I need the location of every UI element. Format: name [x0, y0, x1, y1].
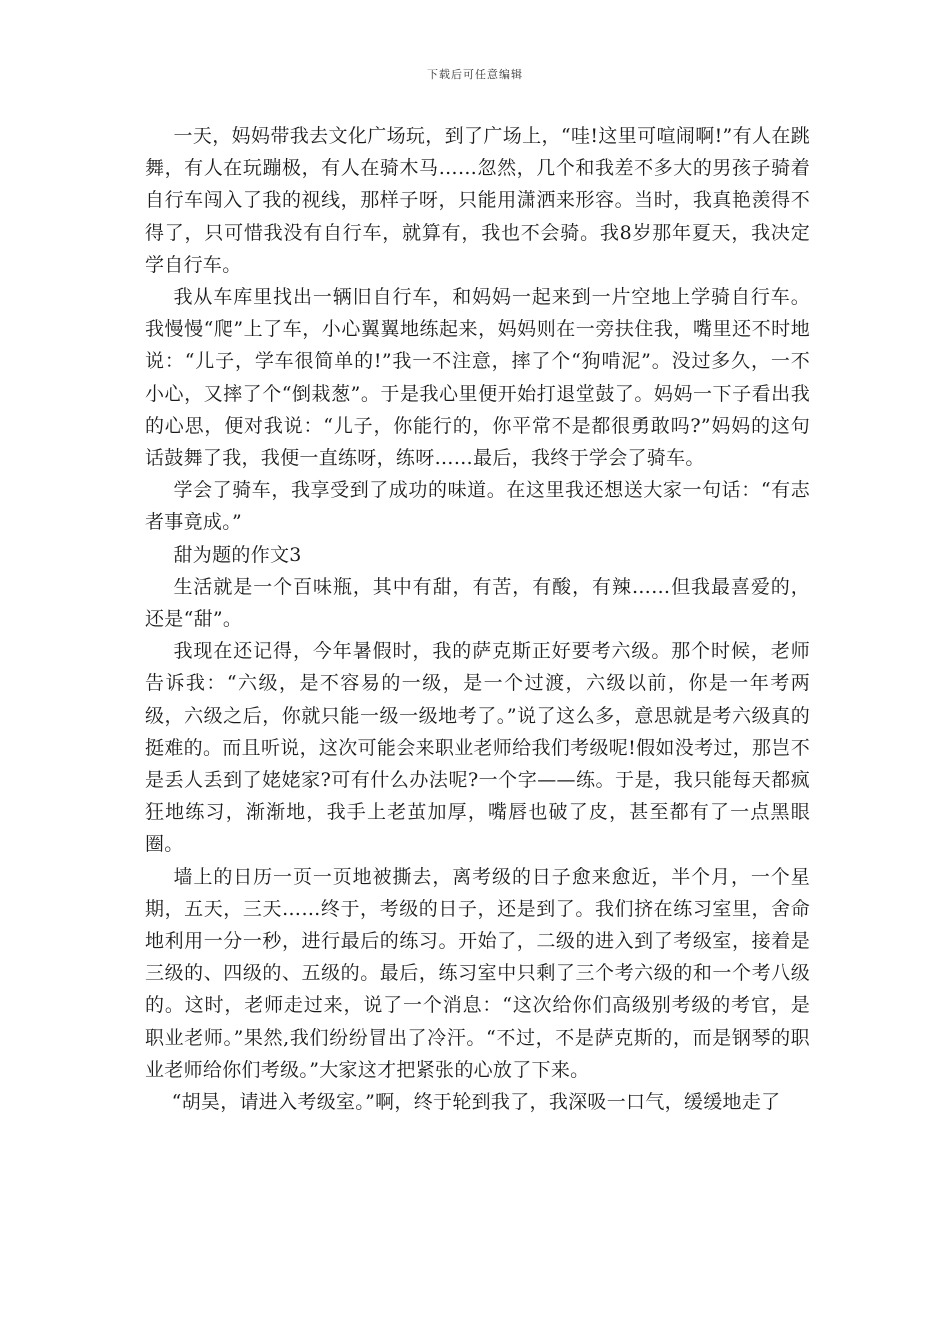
document-body [145, 120, 810, 1118]
paragraph-1: 一天，妈妈带我去文化广场玩，到了广场上，“哇!这里可喧闹啊!”有人在跳舞，有人在玩蹦极，有人在骑木马……忽然，几个和我差不多大的男孩子骑着自行车闯入了我的视线，那样子呀，只能用潇洒来形容。当时，我真艳羡得不得了，只可惜我没有自行车，就算有，我也不会骑。我8岁那年夏天，我决定学自行车。 [145, 125, 810, 276]
paragraph-7: “胡昊，请进入考级室。”啊，终于轮到我了，我深吸一口气，缓缓地走了 [171, 1091, 781, 1114]
page-header: 下载后可任意编辑 [427, 68, 523, 81]
paragraph-2: 我从车库里找出一辆旧自行车，和妈妈一起来到一片空地上学骑自行车。我慢慢“爬”上了车，小心翼翼地练起来，妈妈则在一旁扶住我，嘴里还不时地说：“儿子，学车很简单的!”我一不注意，摔了个“狗啃泥”。没过多久，一不小心，又摔了个“倒栽葱”。于是我心里便开始打退堂鼓了。妈妈一下子看出我的心思，便对我说：“儿子，你能行的，你平常不是都很勇敢吗?”妈妈的这句话鼓舞了我，我便一直练呀，练呀……最后，我终于学会了骑车。 [145, 286, 810, 470]
paragraph-5: 我现在还记得，今年暑假时，我的萨克斯正好要考六级。那个时候，老师告诉我：“六级，是不容易的一级，是一个过渡，六级以前，你是一年考两级，六级之后，你就只能一级一级地考了。”说了这么多，意思就是考六级真的挺难的。而且听说，这次可能会来职业老师给我们考级呢!假如没考过，那岂不是丢人丢到了姥姥家?可有什么办法呢?一个字——练。于是，我只能每天都疯狂地练习，渐渐地，我手上老茧加厚，嘴唇也破了皮，甚至都有了一点黑眼圈。 [145, 640, 810, 856]
paragraph-3: 学会了骑车，我享受到了成功的味道。在这里我还想送大家一句话：“有志者事竟成。” [145, 479, 810, 534]
paragraph-6: 墙上的日历一页一页地被撕去，离考级的日子愈来愈近，半个月，一个星期，五天，三天……终于，考级的日子，还是到了。我们挤在练习室里，舍命地利用一分一秒，进行最后的练习。开始了，二级的进入到了考级室，接着是三级的、四级的、五级的。最后，练习室中只剩了三个考六级的和一个考八级的。这时，老师走过来，说了一个消息：“这次给你们高级别考级的考官，是职业老师。”果然,我们纷纷冒出了冷汗。“不过，不是萨克斯的，而是钢琴的职业老师给你们考级。”大家这才把紧张的心放了下来。 [145, 865, 810, 1081]
paragraph-4: 生活就是一个百味瓶，其中有甜，有苦，有酸，有辣……但我最喜爱的，还是“甜”。 [145, 575, 810, 631]
section-title: 甜为题的作文3 [173, 543, 302, 566]
